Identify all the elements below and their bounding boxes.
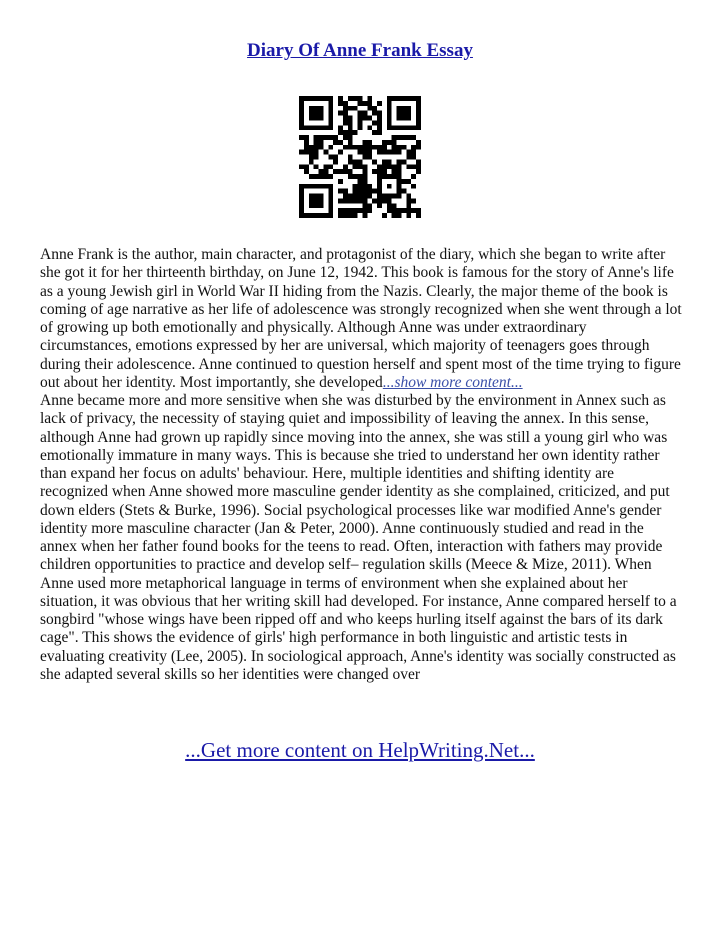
show-more-link[interactable]: ...show more content... bbox=[382, 373, 523, 391]
essay-body bbox=[40, 246, 682, 684]
document-title[interactable]: Diary Of Anne Frank Essay bbox=[247, 40, 473, 61]
essay-paragraph-part1: Anne Frank is the author, main character, and protagonist of the diary, which she began to write after she got it for her thirteenth birthday, on June 12, 1942. This book is famous for the story of Anne's life as a young Jewish girl in World War II hiding from the Nazis. Clearly, the major theme of the book is coming of age narrative as her life of adolescence was strongly recognized when she went through a lot of growing up both emotionally and physically. Although Anne was under extraordinary circumstances, emotions expressed by her are universal, which majority of teenagers goes through during their adolescence. Anne continued to question herself and spent most of the time trying to figure out about her identity. Most importantly, she developed bbox=[40, 246, 682, 391]
get-more-content-link[interactable]: ...Get more content on HelpWriting.Net... bbox=[185, 738, 535, 762]
qr-code-icon bbox=[299, 96, 421, 218]
essay-paragraph-part2: Anne became more and more sensitive when she was disturbed by the environment in Annex such as lack of privacy, the necessity of staying quiet and impossibility of leaving the annex. In this sense, although Anne had grown up rapidly since moving into the annex, she was still a young girl who was emotionally immature in many ways. This is because she tried to understand her own identity rather than expand her focus on adults' behaviour. Here, multiple identities and shifting identity are recognized when Anne showed more masculine gender identity as she complained, criticized, and put down elders (Stets & Burke, 1996). Social psychological processes like war modified Anne's gender identity more masculine character (Jan & Peter, 2000). Anne continuously studied and read in the annex when her father found books for the teens to read. Often, interaction with fathers may provide children opportunities to practice and develop self– regulation skills (Meece & Mize, 2011). When Anne used more metaphorical language in terms of environment when she explained about her situation, it was obvious that her writing skill had developed. For instance, Anne compared herself to a songbird "whose wings have been ripped off and who keeps hurling itself against the bars of its dark cage". This shows the evidence of girls' high performance in both linguistic and artistic tests in evaluating creativity (Lee, 2005). In sociological approach, Anne's identity was socially constructed as she adapted several skills so her identities were changed over bbox=[40, 392, 677, 683]
